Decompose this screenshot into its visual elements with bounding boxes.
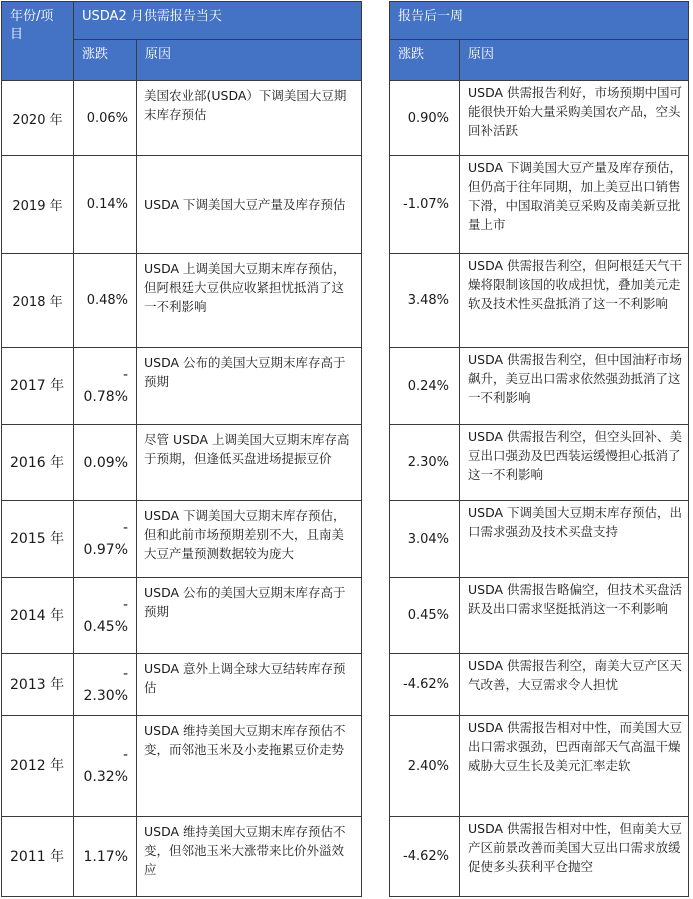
week-change-cell: 2.40% — [390, 716, 460, 817]
table-row — [2, 425, 362, 501]
header-report-day: USDA2 月供需报告当天 — [74, 2, 362, 40]
day-change-cell: 0.14% — [74, 156, 137, 254]
week-reason-cell: USDA 下调美国大豆产量及库存预估，但仍高于往年同期，加上美豆出口销售下滑，中国取消美豆采购及南美新豆批量上市 — [460, 156, 689, 254]
year-cell: 2014 年 — [2, 578, 74, 654]
week-reason-cell: USDA 下调美国大豆期末库存预估，出口需求强劲及技术买盘支持 — [460, 501, 689, 578]
year-cell: 2015 年 — [2, 501, 74, 578]
table-row — [390, 425, 689, 501]
day-change-cell — [74, 654, 137, 716]
table-row — [390, 501, 689, 578]
header-week-after: 报告后一周 — [390, 2, 689, 40]
table-row — [2, 578, 362, 654]
day-reason-cell: USDA 意外上调全球大豆结转库存预估 — [137, 654, 362, 716]
week-reason-cell: USDA 供需报告利空，但中国油籽市场飙升，美豆出口需求依然强劲抵消了这一不利影响 — [460, 348, 689, 425]
day-reason-cell: USDA 公布的美国大豆期末库存高于预期 — [137, 348, 362, 425]
day-change-cell — [74, 501, 137, 578]
day-change-cell: 1.17% — [74, 817, 137, 897]
year-cell: 2019 年 — [2, 156, 74, 254]
week-change-cell: 3.48% — [390, 254, 460, 348]
table-row — [2, 716, 362, 817]
week-reason-cell: USDA 供需报告相对中性，但南美大豆产区前景改善而美国大豆出口需求放缓促使多头获利平仓抛空 — [460, 817, 689, 897]
table-row — [2, 501, 362, 578]
header-year-item: 年份/项目 — [2, 2, 74, 81]
table-row — [390, 654, 689, 716]
table-row — [390, 578, 689, 654]
table-row — [2, 654, 362, 716]
day-reason-cell: USDA 上调美国大豆期末库存预估，但阿根廷大豆供应收紧担忧抵消了这一不利影响 — [137, 254, 362, 348]
week-reason-cell: USDA 供需报告利空，但阿根廷天气干燥将限制该国的收成担忧，叠加美元走软及技术性买盘抵消了这一不利影响 — [460, 254, 689, 348]
day-reason-cell: USDA 公布的美国大豆期末库存高于预期 — [137, 578, 362, 654]
week-change-cell: 2.30% — [390, 425, 460, 501]
week-change-cell: 0.90% — [390, 81, 460, 156]
report-day-table — [1, 1, 362, 897]
day-reason-cell: 美国农业部(USDA）下调美国大豆期末库存预估 — [137, 81, 362, 156]
table-row — [2, 81, 362, 156]
week-reason-cell: USDA 供需报告利空，南美大豆产区天气改善，大豆需求令人担忧 — [460, 654, 689, 716]
week-change-cell: 3.04% — [390, 501, 460, 578]
change-value: 0.32% — [83, 769, 128, 785]
year-cell: 2020 年 — [2, 81, 74, 156]
week-reason-cell: USDA 供需报告相对中性，而美国大豆出口需求强劲，巴西南部天气高温干燥威胁大豆生长及美元汇率走软 — [460, 716, 689, 817]
week-reason-cell: USDA 供需报告利空，但空头回补、美豆出口强劲及巴西装运缓慢担心抵消了这一不利影响 — [460, 425, 689, 501]
day-change-cell — [74, 716, 137, 817]
year-cell: 2016 年 — [2, 425, 74, 501]
day-reason-cell: USDA 维持美国大豆期末库存预估不变，但邻池玉米大涨带来比价外溢效应 — [137, 817, 362, 897]
header-reason: 原因 — [137, 40, 362, 81]
table-row — [2, 254, 362, 348]
change-value: 0.97% — [83, 542, 128, 558]
day-change-cell: 0.06% — [74, 81, 137, 156]
table-row — [390, 716, 689, 817]
week-change-cell: 0.24% — [390, 348, 460, 425]
year-cell: 2012 年 — [2, 716, 74, 817]
table-row — [390, 81, 689, 156]
week-after-table — [389, 1, 689, 897]
year-cell: 2017 年 — [2, 348, 74, 425]
day-reason-cell: USDA 下调美国大豆期末库存预估，但和此前市场预期差别不大，且南美大豆产量预测数据较为庞大 — [137, 501, 362, 578]
week-change-cell: 0.45% — [390, 578, 460, 654]
year-cell: 2018 年 — [2, 254, 74, 348]
change-sign: - — [122, 665, 128, 682]
day-change-cell: 0.48% — [74, 254, 137, 348]
change-sign: - — [122, 367, 128, 383]
table-row — [2, 817, 362, 897]
table-row — [2, 348, 362, 425]
table-row — [390, 817, 689, 897]
header-reason: 原因 — [460, 40, 689, 81]
year-cell: 2011 年 — [2, 817, 74, 897]
day-reason-cell: USDA 维持美国大豆期末库存预估不变，而邻池玉米及小麦拖累豆价走势 — [137, 716, 362, 817]
week-reason-cell: USDA 供需报告利好，市场预期中国可能很快开始大量采购美国农产品，空头回补活跃 — [460, 81, 689, 156]
week-change-cell: -4.62% — [390, 654, 460, 716]
week-reason-cell: USDA 供需报告略偏空，但技术买盘活跃及出口需求坚挺抵消这一不利影响 — [460, 578, 689, 654]
table-row — [390, 156, 689, 254]
change-sign: - — [122, 596, 128, 613]
change-value: 2.30% — [83, 687, 128, 704]
change-value: 0.45% — [83, 618, 128, 635]
change-sign: - — [122, 520, 128, 536]
day-change-cell: 0.09% — [74, 425, 137, 501]
week-change-cell: -1.07% — [390, 156, 460, 254]
table-row — [2, 156, 362, 254]
year-cell: 2013 年 — [2, 654, 74, 716]
week-change-cell: -4.62% — [390, 817, 460, 897]
change-value: 0.78% — [83, 389, 128, 405]
header-change: 涨跌 — [74, 40, 137, 81]
day-reason-cell: USDA 下调美国大豆产量及库存预估 — [137, 156, 362, 254]
table-row — [390, 348, 689, 425]
header-change: 涨跌 — [390, 40, 460, 81]
change-sign: - — [122, 747, 128, 763]
day-change-cell — [74, 348, 137, 425]
day-change-cell — [74, 578, 137, 654]
day-reason-cell: 尽管 USDA 上调美国大豆期末库存高于预期，但逢低买盘进场提振豆价 — [137, 425, 362, 501]
table-row — [390, 254, 689, 348]
